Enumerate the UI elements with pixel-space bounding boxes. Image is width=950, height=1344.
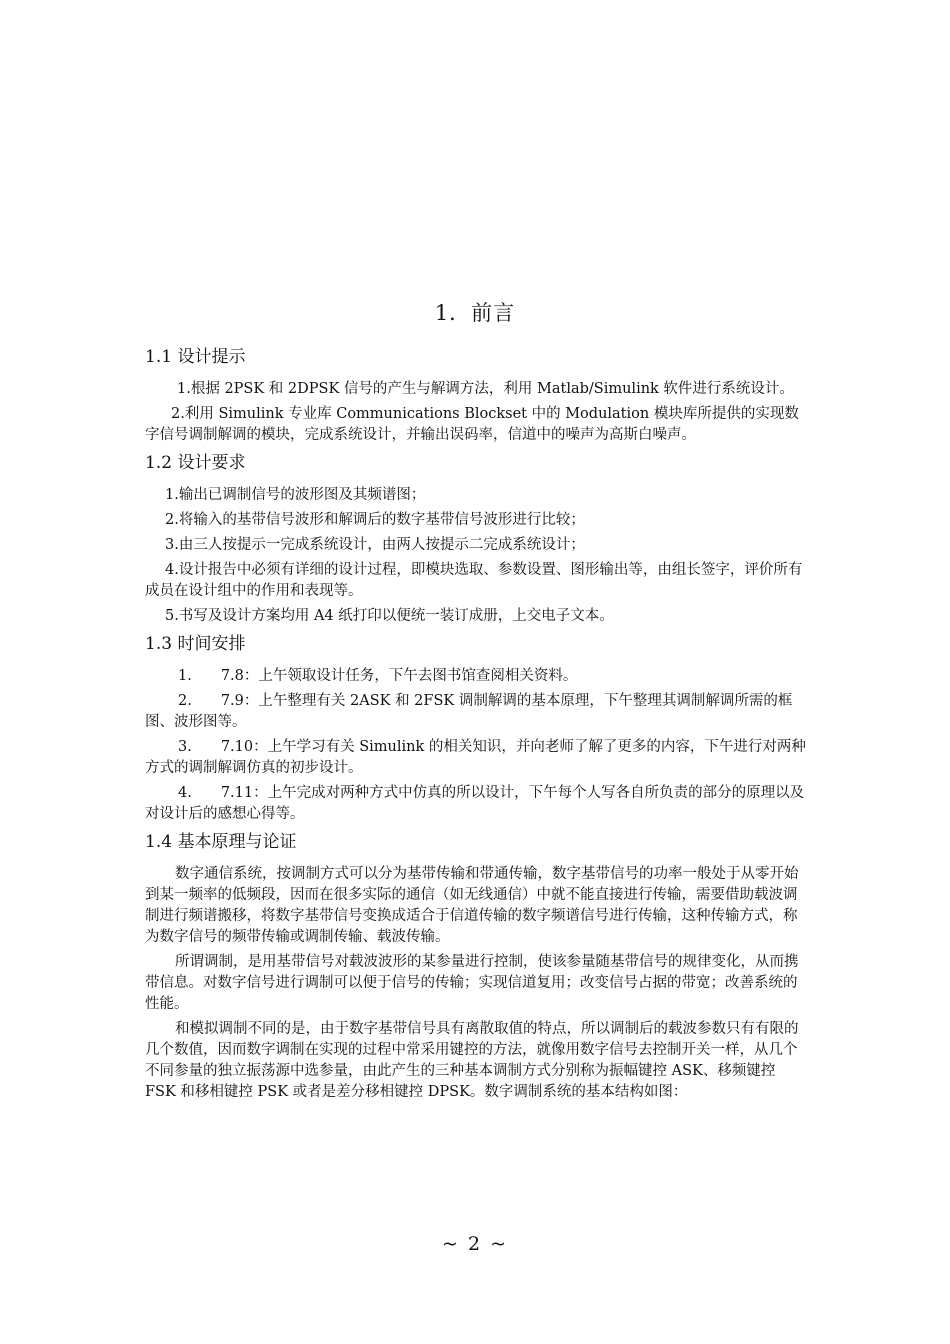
list-item: 4.设计报告中必须有详细的设计过程，即模块选取、参数设置、图形输出等，由组长签字，评价所有成员在设计组中的作用和表现等。 [145,562,803,599]
page-title: 1．前言 [434,301,516,325]
paragraph: 和模拟调制不同的是，由于数字基带信号具有离散取值的特点，所以调制后的载波参数只有有限的几个数值，因而数字调制在实现的过程中常采用键控的方法，就像用数字信号去控制开关一样，从几个不同参量的独立振荡源中选参量，由此产生的三种基本调制方式分别称为振幅键控 ASK、移频键控 FSK 和移相键控 PSK 或者是差分移相键控 DPSK。数字调制系统的基本结构如图： [145,1021,799,1100]
section-design-requirements [145,450,810,627]
list-item: 2.将输入的基带信号波形和解调后的数字基带信号波形进行比较； [165,512,585,528]
list-item: 1. 7.8：上午领取设计任务，下午去图书馆查阅相关资料。 [178,668,578,684]
document-body [145,344,810,1107]
section-design-hints [145,344,810,446]
paragraph: 所谓调制，是用基带信号对载波波形的某参量进行控制，使该参量随基带信号的规律变化，从而携带信息。对数字信号进行调制可以便于信号的传输；实现信道复用；改变信号占据的带宽；改善系统的性能。 [145,954,799,1012]
paragraph: 1.根据 2PSK 和 2DPSK 信号的产生与解调方法，利用 Matlab/Simulink 软件进行系统设计。 [177,381,794,397]
list-item: 1.输出已调制信号的波形图及其频谱图； [165,487,426,503]
list-item: 3.由三人按提示一完成系统设计，由两人按提示二完成系统设计； [165,537,585,553]
list-item: 4. 7.11：上午完成对两种方式中仿真的所以设计，下午每个人写各自所负责的部分的原理以及对设计后的感想心得等。 [145,785,805,822]
paragraph: 2.利用 Simulink 专业库 Communications Blockset 中的 Modulation 模块库所提供的实现数字信号调制解调的模块，完成系统设计，并输出误码率，信道中的噪声为高斯白噪声。 [145,406,799,443]
section-heading: 1.2 设计要求 [145,453,246,473]
list-item: 2. 7.9：上午整理有关 2ASK 和 2FSK 调制解调的基本原理，下午整理其调制解调所需的框图、波形图等。 [145,693,793,730]
list-item: 3. 7.10：上午学习有关 Simulink 的相关知识，并向老师了解了更多的内容，下午进行对两种方式的调制解调仿真的初步设计。 [145,739,806,776]
paragraph: 数字通信系统，按调制方式可以分为基带传输和带通传输，数字基带信号的功率一般处于从零开始到某一频率的低频段，因而在很多实际的通信（如无线通信）中就不能直接进行传输，需要借助载波调制进行频谱搬移，将数字基带信号变换成适合于信道传输的数字频谱信号进行传输，这种传输方式，称为数字信号的频带传输或调制传输、载波传输。 [145,866,799,945]
section-schedule [145,631,810,825]
section-principles [145,829,810,1103]
list-item: 5.书写及设计方案均用 A4 纸打印以便统一装订成册，上交电子文本。 [165,608,614,624]
page-number: ~ 2 ~ [441,1233,508,1255]
section-heading: 1.3 时间安排 [145,634,246,654]
section-heading: 1.1 设计提示 [145,347,246,367]
section-heading: 1.4 基本原理与论证 [145,832,297,852]
